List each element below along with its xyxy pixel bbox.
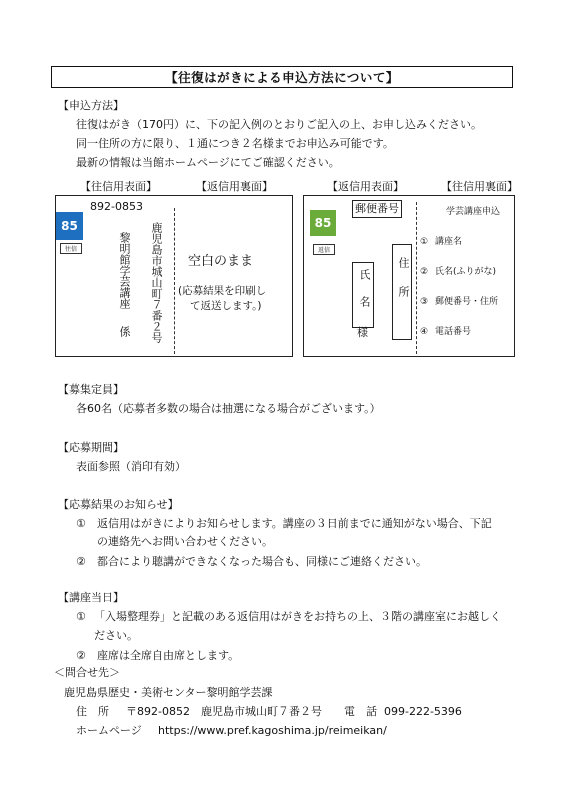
form-item-2 bbox=[420, 264, 496, 277]
period-heading: 【応募期間】 bbox=[58, 441, 124, 454]
form-heading: 学芸講座申込 bbox=[446, 207, 501, 217]
address-label: 住所 bbox=[397, 257, 410, 315]
recipient-name: 黎明館学芸講座 bbox=[118, 232, 131, 309]
outgoing-postcard-sample bbox=[55, 195, 293, 357]
apply-line-3: 最新の情報は当館ホームページにてご確認ください。 bbox=[76, 156, 340, 169]
form-item-label: 郵便番号・住所 bbox=[434, 297, 498, 307]
contact-address: 〒892-0852 鹿児島市城山町７番２号 bbox=[126, 705, 322, 718]
day-heading: 【講座当日】 bbox=[58, 591, 124, 604]
apply-line-2: 同一住所の方に限り、１通につき２名様までお申込み可能です。 bbox=[76, 137, 394, 150]
capacity-heading: 【募集定員】 bbox=[58, 383, 124, 396]
day-item-1-number: ① bbox=[76, 610, 86, 623]
card-label-outgoing-front: 【往信用表面】 bbox=[80, 180, 157, 193]
blank-instruction: 空白のまま bbox=[188, 254, 254, 269]
name-box bbox=[352, 262, 374, 328]
form-item-label: 講座名 bbox=[434, 237, 462, 247]
results-item-2-number: ② bbox=[76, 555, 86, 568]
reply-tag: 返信 bbox=[313, 244, 335, 255]
contact-organization: 鹿児島県歴史・美術センター黎明館学芸課 bbox=[64, 686, 273, 699]
period-text: 表面参照（消印有効） bbox=[76, 460, 186, 473]
recipient-honorific: 係 bbox=[118, 326, 131, 337]
page-title: 【往復はがきによる申込方法について】 bbox=[51, 66, 513, 88]
card-label-reply-front: 【返信用表面】 bbox=[327, 180, 404, 193]
form-item-label: 電話番号 bbox=[434, 327, 471, 337]
form-item-label: 氏名(ふりがな) bbox=[434, 267, 496, 277]
name-honorific: 様 bbox=[357, 326, 368, 339]
reply-postcard-sample bbox=[303, 195, 515, 357]
apply-heading: 【申込方法】 bbox=[58, 99, 124, 112]
blank-note-2: て返送します。) bbox=[190, 300, 262, 312]
day-item-1-line-2: ださい。 bbox=[94, 629, 138, 642]
fold-line bbox=[416, 202, 417, 354]
outgoing-tag: 往信 bbox=[60, 243, 82, 254]
contact-phone-label: 電 話 bbox=[344, 705, 377, 718]
results-item-1-number: ① bbox=[76, 517, 86, 530]
day-item-2-number: ② bbox=[76, 649, 86, 662]
fold-line bbox=[174, 208, 175, 354]
recipient-postal-code: 892-0853 bbox=[90, 200, 143, 213]
day-item-2-text: 座席は全席自由席とします。 bbox=[97, 649, 240, 662]
address-box bbox=[392, 244, 412, 340]
name-label: 氏名 bbox=[358, 269, 371, 323]
contact-url-link[interactable]: https://www.pref.kagoshima.jp/reimeikan/ bbox=[158, 724, 387, 737]
postal-code-box: 郵便番号 bbox=[352, 200, 402, 218]
recipient-address: 鹿児島市城山町７番２号 bbox=[150, 222, 163, 343]
card-label-reply-back: 【返信用裏面】 bbox=[196, 180, 273, 193]
results-item-2-text: 都合により聴講ができなくなった場合も、同様にご連絡ください。 bbox=[97, 555, 427, 568]
form-item-3 bbox=[420, 294, 498, 307]
card-label-outgoing-back: 【往信用裏面】 bbox=[441, 180, 518, 193]
contact-heading: ＜問合せ先＞ bbox=[54, 666, 120, 679]
postage-stamp: 85 bbox=[56, 212, 83, 240]
results-item-1-line-2: の連絡先へお問い合わせください。 bbox=[97, 535, 273, 548]
results-heading: 【応募結果のお知らせ】 bbox=[58, 498, 179, 511]
form-item-number: ② bbox=[420, 267, 429, 277]
blank-note-1: (応募結果を印刷し bbox=[178, 285, 267, 297]
contact-address-label: 住 所 bbox=[76, 705, 109, 718]
form-item-number: ④ bbox=[420, 327, 429, 337]
apply-line-1: 往復はがき（170円）に、下の記入例のとおりご記入の上、お申し込みください。 bbox=[76, 118, 482, 131]
form-item-1 bbox=[420, 234, 462, 247]
postage-stamp: 85 bbox=[310, 210, 336, 236]
contact-phone: 099-222-5396 bbox=[384, 705, 462, 718]
results-item-1-line-1: 返信用はがきによりお知らせします。講座の３日前までに通知がない場合、下記 bbox=[97, 517, 492, 530]
contact-web-label: ホームページ bbox=[76, 724, 142, 737]
form-item-number: ① bbox=[420, 237, 429, 247]
form-item-number: ③ bbox=[420, 297, 429, 307]
form-item-4 bbox=[420, 324, 471, 337]
day-item-1-line-1: 「入場整理券」と記載のある返信用はがきをお持ちの上、３階の講座室にお越しく bbox=[94, 610, 501, 623]
capacity-text: 各60名（応募者多数の場合は抽選になる場合がございます。） bbox=[76, 402, 381, 415]
